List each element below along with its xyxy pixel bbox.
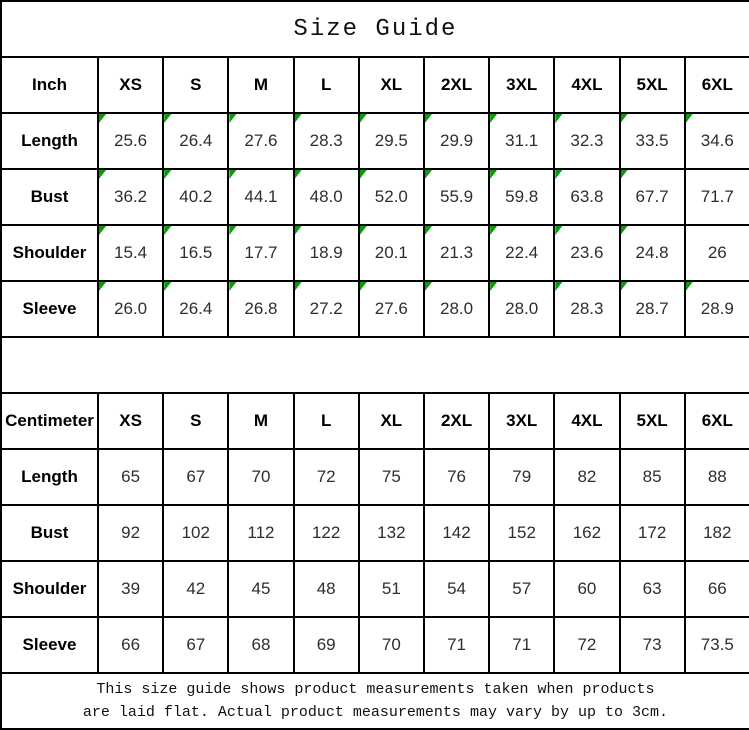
cm-measurement-cell [294, 449, 359, 505]
inch-measurement-cell [489, 169, 554, 225]
inch-measurement-cell [98, 225, 163, 281]
cm-measurement-cell [359, 561, 424, 617]
inch-measurement-cell [685, 169, 749, 225]
inch-size-header: XL [359, 57, 424, 113]
cm-measurement-cell [489, 505, 554, 561]
cm-measurement-cell [228, 449, 293, 505]
cm-measurement-value: 39 [121, 579, 141, 598]
green-corner-triangle-icon [360, 114, 367, 123]
cm-measurement-cell [228, 505, 293, 561]
cm-measurement-cell [620, 449, 685, 505]
inch-measurement-value: 20.1 [374, 243, 408, 262]
green-corner-triangle-icon [490, 282, 497, 291]
inch-measurement-cell [163, 225, 228, 281]
cm-measurement-value: 51 [381, 579, 401, 598]
inch-measurement-value: 26 [707, 243, 727, 262]
inch-measurement-value: 31.1 [505, 131, 539, 150]
green-corner-triangle-icon [621, 282, 628, 291]
cm-measurement-value: 54 [447, 579, 466, 598]
cm-measurement-cell [685, 505, 749, 561]
cm-measurement-cell [685, 449, 749, 505]
cm-measurement-value: 122 [311, 523, 341, 542]
inch-measurement-row [1, 169, 749, 225]
inch-measurement-cell [685, 225, 749, 281]
cm-unit-label: Centimeter [1, 393, 98, 449]
inch-size-header: 6XL [685, 57, 749, 113]
inch-measurement-cell [424, 169, 489, 225]
inch-measurement-value: 67.7 [635, 187, 669, 206]
inch-measurement-cell [359, 281, 424, 337]
cm-measurement-value: 162 [572, 523, 602, 542]
inch-measurement-cell [554, 113, 619, 169]
cm-measurement-value: 48 [316, 579, 336, 598]
inch-measurement-row [1, 225, 749, 281]
inch-size-header: 3XL [489, 57, 554, 113]
inch-measurement-value: 26.4 [179, 299, 213, 318]
inch-unit-label: Inch [1, 57, 98, 113]
cm-size-header: M [228, 393, 293, 449]
cm-measurement-value: 60 [577, 579, 597, 598]
cm-measurement-cell [98, 449, 163, 505]
green-corner-triangle-icon [490, 226, 497, 235]
cm-measurement-value: 132 [377, 523, 406, 542]
cm-header-row [1, 393, 749, 449]
inch-size-header: 5XL [620, 57, 685, 113]
footer-section [1, 673, 749, 729]
inch-measurement-value: 26.8 [244, 299, 278, 318]
inch-measurement-cell [228, 281, 293, 337]
inch-measurement-value: 52.0 [374, 187, 408, 206]
green-corner-triangle-icon [425, 170, 432, 179]
inch-size-header: 2XL [424, 57, 489, 113]
cm-measurement-cell [294, 561, 359, 617]
footer-row [1, 673, 749, 729]
cm-measurement-value: 85 [642, 467, 662, 486]
green-corner-triangle-icon [686, 282, 693, 291]
green-corner-triangle-icon [164, 170, 171, 179]
cm-measurement-value: 112 [247, 523, 275, 542]
inch-measurement-cell [98, 281, 163, 337]
inch-header-row [1, 57, 749, 113]
inch-measurement-value: 32.3 [570, 131, 604, 150]
cm-measurement-cell [489, 617, 554, 673]
green-corner-triangle-icon [99, 114, 106, 123]
cm-measurement-cell [163, 617, 228, 673]
inch-measurement-value: 27.6 [374, 299, 408, 318]
cm-measurement-value: 92 [121, 523, 141, 542]
cm-measurement-cell [620, 505, 685, 561]
green-corner-triangle-icon [99, 170, 106, 179]
cm-measurement-cell [228, 561, 293, 617]
green-corner-triangle-icon [229, 226, 236, 235]
cm-measurement-value: 76 [447, 467, 466, 486]
inch-row-label: Bust [1, 169, 98, 225]
green-corner-triangle-icon [229, 114, 236, 123]
green-corner-triangle-icon [295, 170, 302, 179]
cm-measurement-value: 68 [251, 635, 271, 654]
cm-measurement-value: 42 [186, 579, 206, 598]
cm-measurement-cell [359, 505, 424, 561]
green-corner-triangle-icon [99, 282, 106, 291]
inch-measurement-cell [489, 113, 554, 169]
cm-measurement-cell [163, 561, 228, 617]
green-corner-triangle-icon [555, 170, 562, 179]
inch-measurement-cell [228, 225, 293, 281]
inch-measurement-value: 40.2 [179, 187, 213, 206]
cm-measurement-cell [554, 617, 619, 673]
inch-measurement-cell [685, 113, 749, 169]
cm-measurement-value: 71 [512, 635, 532, 654]
cm-measurement-value: 72 [316, 467, 336, 486]
inch-size-header: 4XL [554, 57, 619, 113]
inch-measurement-cell [620, 113, 685, 169]
inch-row-label: Shoulder [1, 225, 98, 281]
footer-line-1: This size guide shows product measurements taken when products [96, 680, 655, 698]
cm-measurement-value: 63 [642, 579, 662, 598]
cm-measurement-cell [294, 617, 359, 673]
inch-measurement-value: 28.0 [439, 299, 474, 318]
cm-measurement-cell [359, 449, 424, 505]
centimeter-size-table [1, 393, 749, 673]
green-corner-triangle-icon [295, 282, 302, 291]
inch-measurement-value: 28.7 [635, 299, 669, 318]
cm-size-header: 4XL [554, 393, 619, 449]
green-corner-triangle-icon [164, 226, 171, 235]
inch-measurement-value: 29.9 [439, 131, 474, 150]
cm-measurement-value: 70 [251, 467, 271, 486]
cm-measurement-value: 88 [707, 467, 727, 486]
cm-measurement-row [1, 617, 749, 673]
inch-measurement-value: 28.3 [309, 131, 343, 150]
inch-measurement-cell [620, 281, 685, 337]
page-title: Size Guide [1, 1, 749, 57]
green-corner-triangle-icon [621, 114, 628, 123]
cm-measurement-cell [359, 617, 424, 673]
footer-line-2: are laid flat. Actual product measurements may vary by up to 3cm. [82, 704, 668, 721]
cm-measurement-value: 73 [642, 635, 662, 654]
cm-measurement-cell [98, 561, 163, 617]
inch-measurement-value: 29.5 [374, 131, 408, 150]
green-corner-triangle-icon [229, 170, 236, 179]
inch-size-header: L [294, 57, 359, 113]
inch-measurement-cell [424, 225, 489, 281]
cm-measurement-value: 57 [512, 579, 532, 598]
cm-measurement-cell [424, 561, 489, 617]
cm-measurement-cell [228, 617, 293, 673]
green-corner-triangle-icon [229, 282, 236, 291]
inch-measurement-row [1, 113, 749, 169]
inch-measurement-cell [620, 225, 685, 281]
cm-row-label: Length [1, 449, 98, 505]
green-corner-triangle-icon [686, 114, 693, 123]
inch-measurement-row [1, 281, 749, 337]
inch-measurement-value: 71.7 [700, 187, 734, 206]
cm-measurement-cell [554, 561, 619, 617]
cm-size-header: 6XL [685, 393, 749, 449]
inch-size-table [1, 57, 749, 337]
inch-measurement-cell [489, 225, 554, 281]
inch-measurement-value: 26.0 [114, 299, 148, 318]
inch-measurement-value: 24.8 [635, 243, 669, 262]
inch-measurement-value: 59.8 [505, 187, 539, 206]
cm-measurement-value: 172 [637, 523, 667, 542]
inch-size-header: S [163, 57, 228, 113]
spacer-cell [1, 337, 749, 393]
inch-measurement-cell [98, 113, 163, 169]
green-corner-triangle-icon [425, 114, 432, 123]
cm-measurement-value: 70 [381, 635, 401, 654]
cm-measurement-value: 66 [707, 579, 727, 598]
green-corner-triangle-icon [555, 114, 562, 123]
inch-measurement-value: 16.5 [179, 243, 213, 262]
cm-measurement-row [1, 449, 749, 505]
inch-measurement-value: 44.1 [244, 187, 278, 206]
cm-measurement-cell [163, 505, 228, 561]
cm-measurement-value: 67 [186, 635, 206, 654]
inch-measurement-cell [98, 169, 163, 225]
cm-measurement-cell [489, 449, 554, 505]
inch-row-label: Sleeve [1, 281, 98, 337]
cm-measurement-cell [489, 561, 554, 617]
inch-measurement-cell [294, 169, 359, 225]
green-corner-triangle-icon [360, 226, 367, 235]
inch-measurement-value: 25.6 [114, 131, 148, 150]
cm-size-header: S [163, 393, 228, 449]
inch-measurement-cell [294, 113, 359, 169]
cm-measurement-value: 142 [442, 523, 471, 542]
inch-measurement-cell [359, 113, 424, 169]
cm-measurement-value: 79 [512, 467, 532, 486]
inch-measurement-value: 27.6 [244, 131, 278, 150]
cm-measurement-cell [294, 505, 359, 561]
cm-measurement-value: 67 [186, 467, 206, 486]
cm-measurement-value: 73.5 [700, 635, 734, 654]
inch-measurement-value: 28.0 [505, 299, 539, 318]
inch-measurement-cell [163, 113, 228, 169]
footer-note [1, 673, 749, 729]
green-corner-triangle-icon [621, 226, 628, 235]
inch-measurement-cell [294, 225, 359, 281]
cm-measurement-cell [424, 617, 489, 673]
cm-measurement-value: 71 [447, 635, 466, 654]
inch-measurement-cell [359, 169, 424, 225]
green-corner-triangle-icon [164, 114, 171, 123]
green-corner-triangle-icon [621, 170, 628, 179]
green-corner-triangle-icon [490, 114, 497, 123]
green-corner-triangle-icon [490, 170, 497, 179]
cm-measurement-cell [554, 505, 619, 561]
inch-measurement-value: 36.2 [114, 187, 148, 206]
inch-measurement-value: 55.9 [439, 187, 474, 206]
inch-measurement-value: 22.4 [505, 243, 539, 262]
cm-size-header: L [294, 393, 359, 449]
inch-measurement-value: 23.6 [570, 243, 604, 262]
inch-measurement-cell [489, 281, 554, 337]
cm-measurement-cell [98, 505, 163, 561]
inch-measurement-cell [228, 169, 293, 225]
green-corner-triangle-icon [555, 226, 562, 235]
cm-row-label: Shoulder [1, 561, 98, 617]
inch-measurement-cell [163, 281, 228, 337]
inch-measurement-cell [228, 113, 293, 169]
inch-measurement-cell [359, 225, 424, 281]
cm-size-header: XL [359, 393, 424, 449]
inch-size-header: M [228, 57, 293, 113]
cm-measurement-value: 75 [381, 467, 401, 486]
inch-row-label: Length [1, 113, 98, 169]
inch-measurement-cell [163, 169, 228, 225]
spacer-section [1, 337, 749, 393]
cm-measurement-value: 82 [577, 467, 597, 486]
inch-measurement-cell [554, 169, 619, 225]
cm-size-header: 5XL [620, 393, 685, 449]
green-corner-triangle-icon [295, 226, 302, 235]
inch-measurement-value: 18.9 [309, 243, 343, 262]
inch-measurement-value: 26.4 [179, 131, 213, 150]
cm-size-header: 2XL [424, 393, 489, 449]
cm-measurement-row [1, 505, 749, 561]
inch-measurement-value: 15.4 [114, 243, 148, 262]
cm-measurement-value: 65 [121, 467, 141, 486]
inch-measurement-value: 17.7 [244, 243, 278, 262]
cm-measurement-value: 102 [181, 523, 210, 542]
inch-measurement-value: 63.8 [570, 187, 604, 206]
inch-measurement-value: 28.9 [700, 299, 734, 318]
cm-measurement-cell [620, 561, 685, 617]
cm-measurement-value: 66 [121, 635, 141, 654]
inch-measurement-value: 33.5 [635, 131, 669, 150]
inch-measurement-cell [685, 281, 749, 337]
green-corner-triangle-icon [295, 114, 302, 123]
cm-measurement-cell [424, 449, 489, 505]
cm-measurement-row [1, 561, 749, 617]
inch-measurement-cell [554, 225, 619, 281]
cm-measurement-value: 72 [577, 635, 597, 654]
inch-size-header: XS [98, 57, 163, 113]
inch-measurement-value: 27.2 [309, 299, 343, 318]
cm-measurement-cell [98, 617, 163, 673]
green-corner-triangle-icon [99, 226, 106, 235]
green-corner-triangle-icon [360, 170, 367, 179]
cm-measurement-value: 152 [507, 523, 536, 542]
inch-measurement-value: 48.0 [309, 187, 343, 206]
green-corner-triangle-icon [164, 282, 171, 291]
inch-measurement-value: 21.3 [439, 243, 474, 262]
title-section [1, 1, 749, 57]
cm-measurement-cell [685, 561, 749, 617]
inch-measurement-cell [424, 113, 489, 169]
cm-row-label: Bust [1, 505, 98, 561]
inch-measurement-cell [620, 169, 685, 225]
green-corner-triangle-icon [555, 282, 562, 291]
cm-measurement-cell [163, 449, 228, 505]
cm-measurement-value: 69 [316, 635, 336, 654]
cm-measurement-cell [424, 505, 489, 561]
cm-measurement-cell [554, 449, 619, 505]
inch-measurement-value: 28.3 [570, 299, 604, 318]
cm-measurement-value: 182 [703, 523, 732, 542]
inch-measurement-cell [554, 281, 619, 337]
cm-measurement-cell [685, 617, 749, 673]
title-row [1, 1, 749, 57]
green-corner-triangle-icon [425, 226, 432, 235]
inch-measurement-cell [294, 281, 359, 337]
green-corner-triangle-icon [360, 282, 367, 291]
cm-measurement-cell [620, 617, 685, 673]
cm-size-header: XS [98, 393, 163, 449]
cm-row-label: Sleeve [1, 617, 98, 673]
cm-size-header: 3XL [489, 393, 554, 449]
inch-measurement-value: 34.6 [700, 131, 734, 150]
inch-measurement-cell [424, 281, 489, 337]
green-corner-triangle-icon [425, 282, 432, 291]
spacer-row [1, 337, 749, 393]
cm-measurement-value: 45 [251, 579, 271, 598]
